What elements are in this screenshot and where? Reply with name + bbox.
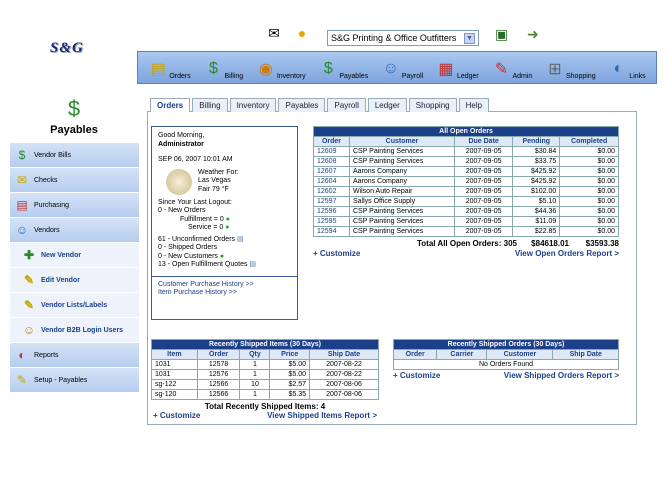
table-cell: Sallys Office Supply — [349, 197, 454, 207]
sidebar-item-label: New Vendor — [41, 251, 82, 259]
sidebar-icon: ☺ — [15, 223, 29, 237]
table-cell[interactable]: 12609 — [314, 147, 350, 157]
chevron-down-icon: ▼ — [464, 33, 475, 44]
table-cell: CSP Painting Services — [349, 147, 454, 157]
table-cell: $0.00 — [560, 207, 619, 217]
open-orders-table — [313, 126, 619, 237]
sidebar-icon: ✎ — [23, 298, 35, 312]
sidebar-icon: ☺ — [22, 323, 36, 337]
shopping-icon: ⊞ — [548, 61, 562, 78]
tab-payables[interactable]: Payables — [278, 98, 325, 112]
table-cell: CSP Painting Services — [349, 157, 454, 167]
toolbar-label: Payables — [339, 73, 369, 80]
green-dot-icon: ● — [225, 224, 230, 231]
table-row[interactable] — [152, 360, 379, 370]
table-cell: 2007-08-22 — [310, 370, 379, 380]
payables-dollar-icon: $ — [67, 96, 81, 121]
column-header[interactable]: Order — [197, 350, 240, 360]
main-toolbar — [137, 51, 657, 84]
shipped-orders-section — [393, 339, 619, 380]
sidebar-item-label: Reports — [34, 351, 59, 359]
sidebar-item-label: Vendors — [34, 226, 60, 234]
welcome-panel — [151, 126, 298, 320]
book-icon[interactable]: ▣ — [495, 26, 509, 42]
table-cell: $0.00 — [560, 227, 619, 237]
tab-orders[interactable]: Orders — [150, 98, 190, 112]
table-row[interactable] — [152, 370, 379, 380]
tab-payroll[interactable]: Payroll — [327, 98, 365, 112]
sidebar-icon: ◐ — [18, 348, 26, 362]
tab-shopping[interactable]: Shopping — [409, 98, 457, 112]
company-select[interactable] — [327, 30, 479, 46]
sidebar-item-checks[interactable] — [10, 168, 139, 193]
sidebar-title: Payables — [50, 124, 98, 136]
service-text: Service = 0 — [188, 224, 224, 231]
top-icon-bar — [265, 24, 311, 42]
table-cell: Aarons Company — [349, 177, 454, 187]
table-cell: Aarons Company — [349, 167, 454, 177]
column-header[interactable]: Ship Date — [310, 350, 379, 360]
sidebar-item-label: Vendor Bills — [34, 151, 71, 159]
tab-help[interactable]: Help — [459, 98, 489, 112]
shipped-items-title: Recently Shipped Items (30 Days) — [152, 340, 379, 350]
tab-billing[interactable]: Billing — [192, 98, 227, 112]
coin-icon[interactable]: ● — [297, 25, 307, 41]
open-quotes[interactable] — [158, 261, 291, 270]
arrow-icon[interactable]: ➜ — [527, 26, 539, 42]
toolbar-orders[interactable] — [148, 58, 190, 80]
table-cell: CSP Painting Services — [349, 227, 454, 237]
inventory-icon: ◉ — [258, 61, 273, 78]
table-cell: $5.00 — [270, 370, 310, 380]
toolbar-billing[interactable] — [203, 58, 243, 80]
table-cell: $425.92 — [513, 177, 560, 187]
new-customers — [158, 253, 291, 262]
table-cell: $5.00 — [270, 360, 310, 370]
sidebar-item-vendor-b2b-login-users[interactable] — [10, 318, 139, 343]
table-cell: $0.00 — [560, 217, 619, 227]
sidebar-icon: ▤ — [16, 198, 28, 212]
table-cell: 2007-09-05 — [455, 217, 513, 227]
toolbar-payables[interactable] — [318, 58, 368, 80]
table-row[interactable] — [314, 167, 619, 177]
table-row[interactable] — [152, 390, 379, 400]
item-history-link[interactable]: Item Purchase History >> — [158, 289, 237, 296]
column-header[interactable]: Due Date — [455, 137, 513, 147]
table-row[interactable] — [314, 227, 619, 237]
greeting: Good Morning, — [158, 132, 205, 139]
column-header[interactable]: Ship Date — [553, 350, 619, 360]
table-cell: 12566 — [197, 390, 240, 400]
table-cell: CSP Painting Services — [349, 207, 454, 217]
fulfillment-count — [158, 216, 291, 225]
sidebar-item-label: Purchasing — [34, 201, 70, 209]
weather-city: Las Vegas — [198, 177, 231, 185]
admin-icon: ✎ — [494, 61, 509, 78]
sidebar-icon: ✎ — [16, 373, 28, 387]
sidebar-icon: ✚ — [23, 248, 35, 262]
table-cell: $0.00 — [560, 177, 619, 187]
table-cell: $22.85 — [513, 227, 560, 237]
sidebar-icon: $ — [18, 148, 26, 162]
table-cell: 1 — [240, 360, 270, 370]
toolbar-inventory[interactable] — [256, 58, 306, 80]
sidebar-header — [10, 96, 138, 136]
shipped-orders-title: Recently Shipped Orders (30 Days) — [394, 340, 619, 350]
doc-icon: ▤ — [249, 261, 257, 268]
toolbar-label: Ledger — [456, 73, 479, 80]
sidebar-item-vendors[interactable] — [10, 218, 139, 243]
open-orders-total-completed: $3593.38 — [585, 239, 619, 248]
toolbar-label: Admin — [512, 73, 533, 80]
green-dot-icon: ● — [225, 215, 230, 223]
toolbar-label: Shopping — [566, 73, 596, 80]
sidebar-item-label: Vendor B2B Login Users — [41, 326, 124, 334]
weather-icon — [166, 169, 192, 195]
table-cell[interactable]: 12594 — [314, 227, 350, 237]
column-header[interactable]: Item — [152, 350, 198, 360]
table-cell: CSP Painting Services — [349, 217, 454, 227]
tab-bar — [150, 98, 489, 112]
toolbar-links[interactable] — [608, 58, 645, 80]
weather-temp: Fair 79 °F — [198, 185, 229, 193]
column-header[interactable]: Order — [314, 137, 350, 147]
table-cell: 1 — [240, 390, 270, 400]
table-cell: $44.36 — [513, 207, 560, 217]
table-cell[interactable]: 12595 — [314, 217, 350, 227]
open-quotes-text: 13 - Open Fulfillment Quotes — [158, 261, 248, 268]
column-header[interactable]: Completed — [560, 137, 619, 147]
table-cell: $0.00 — [560, 167, 619, 177]
new-orders-count: 0 - New Orders — [158, 207, 206, 214]
open-orders-section — [313, 126, 619, 258]
billing-icon: $ — [209, 60, 218, 77]
table-cell[interactable]: 12608 — [314, 157, 350, 167]
sidebar-item-label: Edit Vendor — [41, 276, 80, 284]
shipped-items-section — [151, 339, 379, 420]
shipped-orders-customize[interactable]: + Customize — [393, 371, 441, 380]
links-icon: ◐ — [613, 60, 624, 77]
company-select-value: S&G Printing & Office Outfitters — [331, 33, 457, 43]
column-header[interactable]: Carrier — [437, 350, 487, 360]
table-cell: Wilson Auto Repair — [349, 187, 454, 197]
table-cell[interactable]: 12596 — [314, 207, 350, 217]
sidebar-item-setup-payables[interactable] — [10, 368, 139, 393]
table-cell: 2007-09-05 — [455, 167, 513, 177]
shipped-items-total: Total Recently Shipped Items: 4 — [204, 402, 326, 411]
table-row[interactable] — [314, 157, 619, 167]
toolbar-ledger[interactable] — [436, 58, 479, 80]
tab-ledger[interactable]: Ledger — [368, 98, 407, 112]
shipped-orders-count: 0 - Shipped Orders — [158, 244, 218, 251]
table-row[interactable] — [314, 197, 619, 207]
table-row[interactable] — [152, 380, 379, 390]
table-cell: $2.57 — [270, 380, 310, 390]
table-cell: 2007-08-06 — [310, 390, 379, 400]
unconfirmed-text: 61 - Unconfirmed Orders — [158, 235, 236, 243]
table-cell[interactable]: sg-120 — [152, 390, 198, 400]
toolbar-label: Links — [629, 73, 646, 80]
table-cell[interactable]: sg-122 — [152, 380, 198, 390]
table-cell[interactable]: 12604 — [314, 177, 350, 187]
table-cell: $11.09 — [513, 217, 560, 227]
open-orders-customize[interactable]: + Customize — [313, 249, 361, 258]
table-row[interactable] — [314, 217, 619, 227]
payroll-icon: ☺ — [382, 60, 400, 77]
sidebar-menu — [10, 143, 139, 393]
table-cell: $0.00 — [560, 197, 619, 207]
table-cell: 2007-09-05 — [455, 177, 513, 187]
new-customers-text: 0 - New Customers — [158, 252, 218, 260]
toolbar-label: Orders — [169, 73, 191, 80]
table-cell: $5.35 — [270, 390, 310, 400]
table-cell[interactable]: 1031 — [152, 360, 198, 370]
sidebar-icon: ✎ — [23, 273, 35, 287]
doc-icon: ▤ — [236, 235, 244, 243]
table-cell: $33.75 — [513, 157, 560, 167]
table-cell: 12576 — [197, 370, 240, 380]
table-cell: $0.00 — [560, 187, 619, 197]
open-orders-total: Total All Open Orders: 305 — [416, 239, 517, 248]
sidebar-item-edit-vendor[interactable] — [10, 268, 139, 293]
shipped-orders-report-link[interactable]: View Shipped Orders Report > — [503, 371, 619, 380]
sidebar-item-purchasing[interactable] — [10, 193, 139, 218]
sidebar-item-vendor-bills[interactable] — [10, 143, 139, 168]
table-cell: $102.00 — [513, 187, 560, 197]
since-logout-label: Since Your Last Logout: — [158, 198, 232, 206]
green-dot-icon: ● — [219, 252, 225, 260]
column-header[interactable]: Qty — [240, 350, 270, 360]
table-cell: $0.00 — [560, 157, 619, 167]
current-datetime: SEP 06, 2007 10:01 AM — [158, 156, 233, 163]
sidebar-item-label: Checks — [34, 176, 58, 184]
table-cell[interactable]: 12602 — [314, 187, 350, 197]
shipped-orders-table — [393, 339, 619, 370]
shipped-items-report-link[interactable]: View Shipped Items Report > — [267, 411, 377, 420]
toolbar-label: Billing — [224, 73, 244, 80]
table-cell[interactable]: 1031 — [152, 370, 198, 380]
toolbar-shopping[interactable] — [545, 58, 596, 80]
ledger-icon: ▦ — [438, 61, 454, 78]
column-header[interactable]: Pending — [513, 137, 560, 147]
shipped-items-table — [151, 339, 379, 400]
orders-icon: ▤ — [150, 61, 166, 78]
notes-icon[interactable]: ✉ — [268, 24, 280, 41]
table-cell: 1 — [240, 370, 270, 380]
column-header[interactable]: Price — [270, 350, 310, 360]
table-row[interactable] — [314, 207, 619, 217]
toolbar-admin[interactable] — [491, 58, 532, 80]
open-orders-report-link[interactable]: View Open Orders Report > — [514, 249, 619, 258]
fulfillment-text: Fulfillment = 0 — [180, 215, 224, 223]
service-count — [158, 224, 291, 233]
table-cell: $425.92 — [513, 167, 560, 177]
table-cell: 2007-08-22 — [310, 360, 379, 370]
table-cell: 2007-09-05 — [455, 197, 513, 207]
sidebar-icon: ✉ — [16, 173, 28, 187]
table-row[interactable] — [314, 187, 619, 197]
toolbar-label: Payroll — [401, 73, 424, 80]
open-orders-title: All Open Orders — [314, 127, 619, 137]
customer-history-link[interactable]: Customer Purchase History >> — [158, 280, 254, 288]
empty-message: No Orders Found — [394, 360, 619, 370]
table-cell[interactable]: 12597 — [314, 197, 350, 207]
sidebar-item-vendor-lists-labels[interactable] — [10, 293, 139, 318]
shipped-items-customize[interactable]: + Customize — [153, 411, 201, 420]
sidebar-item-label: Vendor Lists/Labels — [41, 301, 108, 309]
table-cell[interactable]: 12607 — [314, 167, 350, 177]
app-logo: S&G — [50, 40, 84, 56]
table-cell: 2007-09-05 — [455, 157, 513, 167]
table-cell: 12566 — [197, 380, 240, 390]
table-cell: 12578 — [197, 360, 240, 370]
table-cell: 2007-09-05 — [455, 187, 513, 197]
table-cell: 10 — [240, 380, 270, 390]
table-cell: $5.10 — [513, 197, 560, 207]
table-row[interactable] — [314, 147, 619, 157]
table-cell: $30.84 — [513, 147, 560, 157]
table-cell: 2007-09-05 — [455, 227, 513, 237]
sidebar-item-label: Setup - Payables — [34, 376, 88, 384]
table-cell: $0.00 — [560, 147, 619, 157]
unconfirmed-orders[interactable] — [158, 236, 291, 245]
column-header[interactable]: Order — [394, 350, 437, 360]
column-header[interactable]: Customer — [349, 137, 454, 147]
table-cell: 2007-08-06 — [310, 380, 379, 390]
table-row[interactable] — [314, 177, 619, 187]
payables-icon: $ — [323, 60, 333, 77]
sidebar-item-new-vendor[interactable] — [10, 243, 139, 268]
toolbar-payroll[interactable] — [381, 58, 423, 80]
column-header[interactable]: Customer — [487, 350, 553, 360]
sidebar-item-reports[interactable] — [10, 343, 139, 368]
user-name: Administrator — [158, 140, 204, 148]
toolbar-label: Inventory — [276, 73, 306, 80]
table-cell: 2007-09-05 — [455, 147, 513, 157]
table-cell: 2007-09-05 — [455, 207, 513, 217]
weather-label: Weather For: — [198, 168, 239, 176]
open-orders-total-pending: $84618.01 — [531, 239, 569, 248]
tab-inventory[interactable]: Inventory — [230, 98, 277, 112]
